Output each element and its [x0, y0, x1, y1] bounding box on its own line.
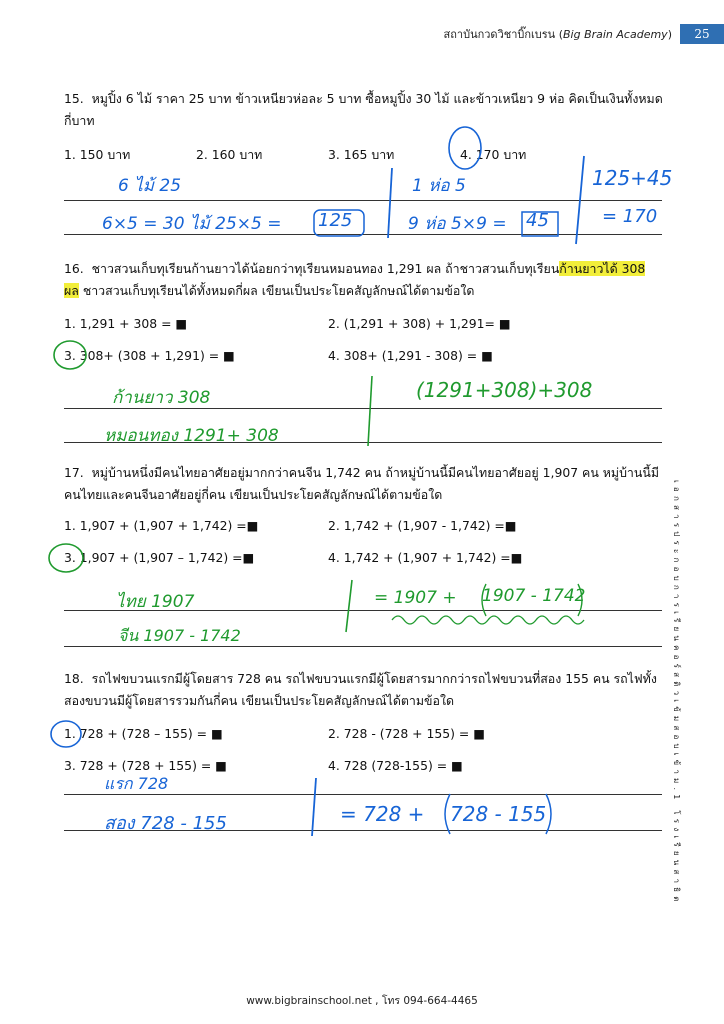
pen-divider — [368, 376, 372, 446]
question-15-option-1[interactable]: 1. 150 บาท — [64, 147, 131, 162]
handwriting-q17: 1907 - 1742 — [482, 586, 586, 606]
question-18-option-3[interactable]: 3. 728 + (728 + 155) = ■ — [64, 758, 227, 773]
question-18-text: 18. รถไฟขบวนแรกมีผู้โดยสาร 728 คน รถไฟขบวนแรกมีผู้โดยสารมากกว่ารถไฟขบวนที่สอง 155 คน รถไฟทั้งสองขบวนมีผู้โดยสารรวมกันกี่คน เขียนเป็นประโยคสัญลักษณ์ได้ตามข้อใด — [64, 671, 657, 708]
handwriting-q16: หมอนทอง 1291+ 308 — [104, 426, 279, 446]
question-16-option-2[interactable]: 2. (1,291 + 308) + 1,291= ■ — [328, 316, 511, 331]
side-caption: เอกสารประกอบการเรียนคอร์สติวเข้มสอบเข้าม.1 โรงเรียนสาธิต — [672, 480, 681, 906]
question-16-option-1[interactable]: 1. 1,291 + 308 = ■ — [64, 316, 188, 331]
handwriting-q15: 9 ห่อ 5×9 = — [408, 214, 507, 234]
question-15-option-3[interactable]: 3. 165 บาท — [328, 147, 395, 162]
question-15-text: 15. หมูปิ้ง 6 ไม้ ราคา 25 บาท ข้าวเหนียวห่อละ 5 บาท ซื้อหมูปิ้ง 30 ไม้ และข้าวเหนียว 9 ห่อ คิดเป็นเงินทั้งหมดกี่บาท — [64, 91, 663, 128]
pen-divider — [346, 580, 352, 632]
handwriting-q18: แรก 728 — [104, 774, 169, 793]
pen-divider — [312, 778, 316, 836]
handwriting-q18: 728 - 155 — [450, 802, 547, 826]
handwriting-q17: = 1907 + — [374, 588, 457, 608]
handwriting-q18: สอง 728 - 155 — [104, 813, 227, 834]
handwriting-q15-answer-45: 45 — [526, 210, 549, 231]
question-15-option-4[interactable]: 4. 170 บาท — [460, 147, 527, 162]
question-17-text: 17. หมู่บ้านหนึ่งมีคนไทยอาศัยอยู่มากกว่าคนจีน 1,742 คน ถ้าหมู่บ้านนี้มีคนไทยอาศัยอยู่ 1,907 คน หมู่บ้านนี้มีคนไทยและคนจีนอาศัยอยู่กี่คน เขียนเป็นประโยคสัญลักษณ์ได้ตามข้อใด — [64, 465, 660, 502]
question-18-option-1[interactable]: 1. 728 + (728 – 155) = ■ — [64, 726, 223, 741]
handwriting-q17: ไทย 1907 — [116, 592, 195, 612]
page-number: 25 — [680, 24, 724, 44]
handwriting-q15: 1 ห่อ 5 — [412, 176, 466, 196]
handwriting-q15: 125+45 — [592, 166, 673, 190]
page-header — [444, 24, 724, 44]
question-18-option-2[interactable]: 2. 728 - (728 + 155) = ■ — [328, 726, 485, 741]
answer-line — [64, 200, 662, 201]
pen-squiggle — [392, 616, 584, 624]
page-footer: www.bigbrainschool.net , โทร 094-664-4465 — [246, 995, 478, 1007]
handwriting-q15: 6 ไม้ 25 — [118, 176, 182, 196]
question-17-option-4[interactable]: 4. 1,742 + (1,907 + 1,742) =■ — [328, 550, 523, 565]
question-16-option-3[interactable]: 3. 308+ (308 + 1,291) = ■ — [64, 348, 235, 363]
header-title: สถาบันกวดวิชาบิ๊กเบรน (Big Brain Academy) — [443, 28, 672, 41]
pen-divider — [388, 168, 392, 238]
highlighted-text: ก้านยาวได้ 308 ผล — [64, 261, 646, 298]
question-17-option-3[interactable]: 3. 1,907 + (1,907 – 1,742) =■ — [64, 550, 255, 565]
handwriting-q18: = 728 + — [340, 802, 425, 826]
handwriting-q16: ก้านยาว 308 — [112, 388, 211, 408]
question-15-option-2[interactable]: 2. 160 บาท — [196, 147, 263, 162]
question-16-text: 16. ชาวสวนเก็บทุเรียนก้านยาวได้น้อยกว่าทุเรียนหมอนทอง 1,291 ผล ถ้าชาวสวนเก็บทุเรียนก้านยาวได้ 308 ผล ชาวสวนเก็บทุเรียนได้ทั้งหมดกี่ผล เขียนเป็นประโยคสัญลักษณ์ได้ตามข้อใด — [64, 261, 646, 298]
question-17-option-2[interactable]: 2. 1,742 + (1,907 - 1,742) =■ — [328, 518, 517, 533]
handwriting-q16: (1291+308)+308 — [416, 378, 593, 402]
question-17-option-1[interactable]: 1. 1,907 + (1,907 + 1,742) =■ — [64, 518, 259, 533]
question-18-option-4[interactable]: 4. 728 (728-155) = ■ — [328, 758, 463, 773]
handwriting-q15: 6×5 = 30 ไม้ 25×5 = — [102, 214, 282, 234]
question-16-option-4[interactable]: 4. 308+ (1,291 - 308) = ■ — [328, 348, 493, 363]
handwriting-q15-answer-125: 125 — [318, 210, 353, 231]
handwriting-q17: จีน 1907 - 1742 — [118, 626, 241, 645]
handwriting-q15: = 170 — [602, 206, 658, 227]
